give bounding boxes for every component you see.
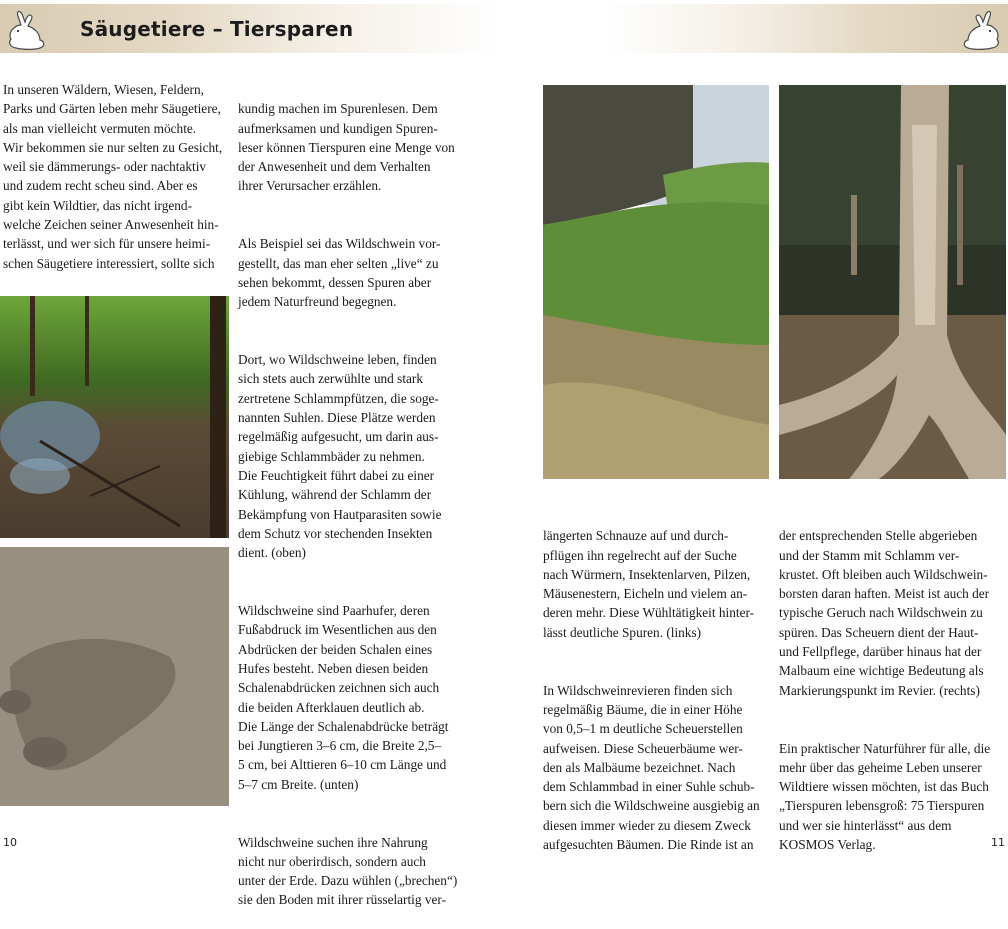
page-title: Säugetiere – Tiersparen (80, 17, 354, 41)
column-3 (543, 507, 775, 874)
paragraph: Wildschweine sind Paarhufer, deren Fußabdruck im Wesentlichen aus den Abdrücken der beiden Schalen eines Hufes besteht. Neben diesen beiden Schalenabdrücken zeichnen sich auch die beiden Afterklauen deutlich ab. Die Länge der Schalenabdrücke beträgt bei Jungtieren 3–6 cm, die Breite 2,5– 5 cm, bei Alttieren 6–10 cm Länge und 5–7 cm Breite. (unten) (238, 603, 449, 792)
footprint-photo (0, 547, 229, 806)
paragraph: längerten Schnauze auf und durch- pflügen ihn regelrecht auf der Suche nach Würmern, Insektenlarven, Pilzen, Mäusenestern, Eicheln und vielem an- deren mehr. Diese Wühltätigkeit hinter- lässt deutliche Spuren. (links) (543, 528, 755, 640)
paragraph: Dort, wo Wildschweine leben, finden sich stets auch zerwühlte und stark zertretene Schlammpfützen, die soge- nannten Suhlen. Diese Plätze werden regelmäßig aufgesucht, um darin aus- giebige Schlammbäder zu nehmen. Die Feuchtigkeit führt dabei zu einer Kühlung, während der Schlamm der Bekämpfung von Hautparasiten sowie dem Schutz vor stechenden Insekten dient. (oben) (238, 352, 442, 561)
column-2 (238, 80, 470, 929)
column-1-text: In unseren Wäldern, Wiesen, Feldern, Parks und Gärten leben mehr Säugetiere, als man vielleicht vermuten möchte. Wir bekommen sie nur selten zu Gesicht, weil sie dämmerungs- oder nachtaktiv und zudem recht scheu sind. Aber es gibt kein Wildtier, das nicht irgend- welche Zeichen seiner Anwesenheit hin- terlässt, und wer sich für unsere heimi- schen Säugetiere interessiert, sollte sich (3, 82, 223, 271)
right-page-header (605, 4, 1008, 53)
left-page-header (0, 4, 500, 53)
rubbing-tree-photo (779, 85, 1006, 479)
wallow-photo (0, 296, 229, 538)
page-number-left: 10 (3, 836, 17, 849)
paragraph: In Wildschweinrevieren finden sich regelmäßig Bäume, die in einer Höhe von 0,5–1 m deutliche Scheuerstellen aufweisen. Diese Scheuerbäume wer- den als Malbäume bezeichnet. Nach dem Schlammbad in einer Suhle schub- bern sich die Wildschweine ausgiebig an diesen immer wieder zu diesem Zweck aufgesuchten Bäumen. Die Rinde ist an (543, 682, 760, 853)
paragraph: Als Beispiel sei das Wildschwein vor- gestellt, das man eher selten „live“ zu sehen bekommt, dessen Spuren aber jedem Naturfreund begegnen. (238, 236, 441, 310)
paragraph: Ein praktischer Naturführer für alle, die mehr über das geheime Leben unserer Wildtiere wissen möchten, ist das Buch „Tierspuren lebensgroß: 75 Tierspuren und wer sie hinterlässt“ aus dem KOSMOS Verlag. (779, 740, 991, 853)
paragraph: der entsprechenden Stelle abgerieben und der Stamm mit Schlamm ver- krustet. Oft bleiben auch Wildschwein- borsten daran haften. Meist ist auch der typische Geruch nach Wildschwein zu spüren. Das Scheuern dient der Haut- und Fellpflege, darüber hinaus hat der Malbaum eine wichtige Bedeutung als Markierungspunkt im Revier. (rechts) (779, 528, 990, 698)
column-4 (779, 507, 1006, 874)
paragraph: kundig machen im Spurenlesen. Dem aufmerksamen und kundigen Spuren- leser können Tierspuren eine Menge von der Anwesenheit und dem Verhalten ihrer Verursacher erzählen. (238, 101, 455, 194)
page-number-right: 11 (991, 836, 1005, 849)
rabbit-icon (4, 10, 48, 52)
rabbit-icon (960, 10, 1004, 52)
rooted-meadow-photo (543, 85, 769, 479)
paragraph: Wildschweine suchen ihre Nahrung nicht nur oberirdisch, sondern auch unter der Erde. Dazu wühlen („brechen“) sie den Boden mit ihrer rüsselartig ver- (238, 834, 458, 908)
